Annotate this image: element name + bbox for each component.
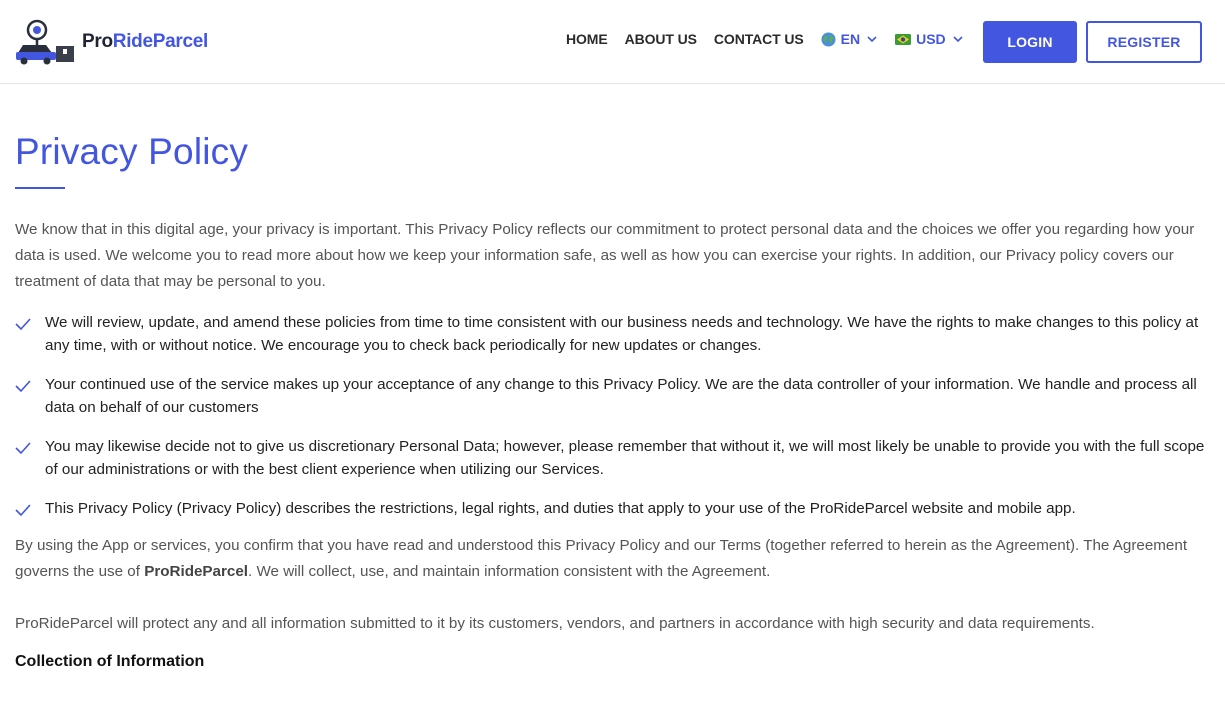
language-label: EN — [840, 31, 861, 47]
section-heading: Collection of Information — [15, 653, 205, 670]
list-item — [15, 497, 1205, 520]
login-button[interactable]: LOGIN — [983, 21, 1077, 63]
flag-icon — [895, 34, 911, 45]
check-icon — [15, 441, 31, 455]
list-item-text: You may likewise decide not to give us discretionary Personal Data; however, please remember that without it, we will most likely be unable to provide you with the full scope of our administrations or with the best client experience when utilizing our Services. — [45, 438, 1205, 478]
page-title: Privacy Policy — [15, 131, 249, 172]
check-icon — [15, 317, 31, 331]
chevron-down-icon — [952, 33, 964, 45]
check-icon — [15, 379, 31, 393]
nav-about-us[interactable]: ABOUT US — [624, 31, 697, 47]
title-underline — [15, 187, 65, 189]
register-button[interactable]: REGISTER — [1086, 21, 1202, 63]
list-item — [15, 435, 1205, 481]
currency-selector[interactable] — [895, 31, 964, 47]
currency-label: USD — [916, 31, 946, 47]
main-nav — [566, 31, 981, 47]
policy-content — [15, 130, 1205, 671]
chevron-down-icon — [866, 33, 878, 45]
agreement-paragraph: By using the App or services, you confirm that you have read and understood this Privacy Policy and our Terms (together referred to herein as the Agreement). The Agreement governs the use of ProRideParcel. We will collect, use, and maintain information consistent with the Agreement. — [15, 537, 1188, 580]
brand-logo[interactable] — [14, 18, 208, 66]
globe-icon — [821, 32, 836, 47]
list-item-text: We will review, update, and amend these policies from time to time consistent with our business needs and technology. We have the rights to make changes to this policy at any time, with or without notice. We encourage you to check back periodically for new updates or changes. — [45, 314, 1199, 354]
delivery-car-icon — [14, 18, 76, 66]
intro-paragraph: We know that in this digital age, your privacy is important. This Privacy Policy reflects our commitment to protect personal data and the choices we offer you regarding how your data is used. We welcome you to read more about how we keep your information safe, as well as how you can exercise your rights. In addition, our Privacy policy covers our treatment of data that may be personal to you. — [15, 221, 1195, 290]
site-header — [0, 0, 1225, 84]
list-item-text: Your continued use of the service makes up your acceptance of any change to this Privacy Policy. We are the data controller of your information. We handle and process all data on behalf of our customers — [45, 376, 1197, 416]
brand-name: ProRideParcel — [82, 31, 209, 52]
brand-mention: ProRideParcel — [144, 563, 249, 580]
protection-paragraph: ProRideParcel will protect any and all information submitted to it by its customers, vendors, and partners in accordance with high security and data requirements. — [15, 615, 1095, 632]
list-item-text: This Privacy Policy (Privacy Policy) describes the restrictions, legal rights, and duties that apply to your use of the ProRideParcel website and mobile app. — [45, 500, 1076, 517]
policy-checklist — [15, 311, 1205, 520]
language-selector[interactable] — [821, 31, 878, 47]
nav-home[interactable]: HOME — [566, 31, 608, 47]
list-item — [15, 311, 1205, 357]
nav-contact-us[interactable]: CONTACT US — [713, 31, 804, 47]
check-icon — [15, 503, 31, 517]
list-item — [15, 373, 1205, 419]
